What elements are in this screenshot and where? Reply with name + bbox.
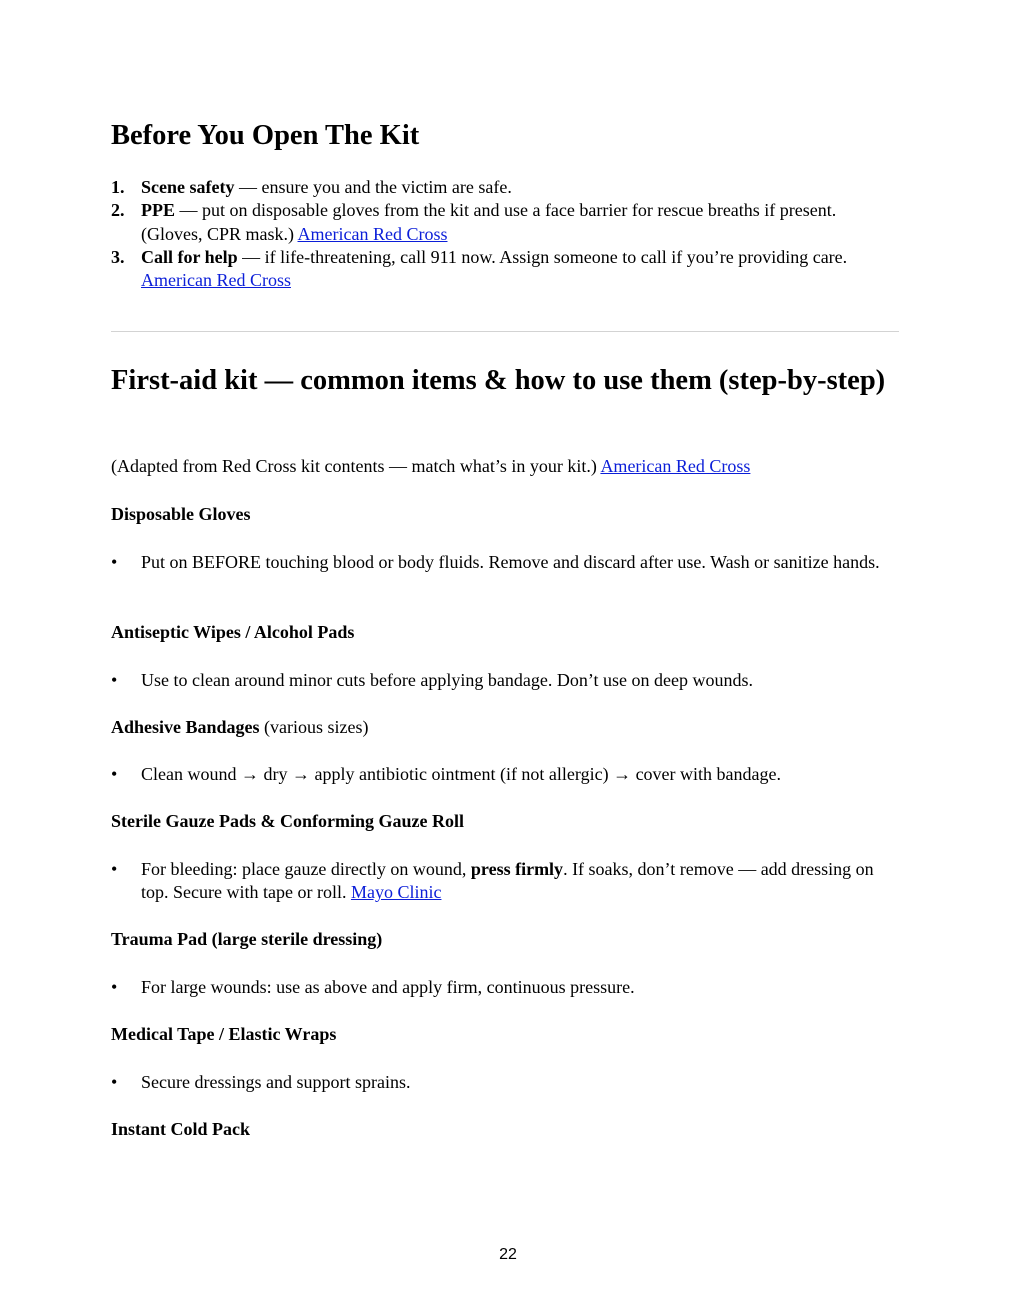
step-text: — if life-threatening, call 911 now. Assign someone to call if you’re providing care. bbox=[237, 246, 848, 267]
safety-steps-list bbox=[111, 176, 901, 292]
section-title-before-kit: Before You Open The Kit bbox=[111, 120, 420, 151]
bullet-glyph: • bbox=[111, 552, 118, 572]
bullet-text: For bleeding: place gauze directly on wound, bbox=[141, 859, 471, 879]
bullet-item bbox=[111, 976, 901, 999]
item-heading bbox=[111, 1118, 250, 1141]
american-red-cross-link[interactable]: American Red Cross bbox=[297, 223, 448, 244]
step-number: 1. bbox=[111, 177, 125, 197]
bullet-item bbox=[111, 669, 901, 692]
step-number: 2. bbox=[111, 200, 125, 221]
bullet-item bbox=[111, 858, 901, 905]
step-term: Call for help bbox=[141, 246, 238, 267]
bullet-item bbox=[111, 763, 901, 786]
bullet-glyph: • bbox=[111, 1072, 118, 1092]
step-text: — put on disposable gloves from the kit and use a face barrier for rescue breaths if present. (Gloves, CPR mask.) bbox=[141, 200, 837, 244]
step-item-ppe bbox=[111, 199, 901, 246]
item-heading-extra: (various sizes) bbox=[259, 717, 369, 737]
bullet-text: Secure dressings and support sprains. bbox=[141, 1072, 411, 1092]
bullet-text: Put on BEFORE touching blood or body fluids. Remove and discard after use. Wash or sanitize hands. bbox=[141, 552, 880, 572]
step-text: — ensure you and the victim are safe. bbox=[234, 177, 512, 197]
bullet-text: . If soaks, don’t remove — add dressing on top. Secure with tape or roll. bbox=[141, 859, 874, 903]
item-heading-text: Sterile Gauze Pads & Conforming Gauze Roll bbox=[111, 811, 464, 831]
item-heading-text: Antiseptic Wipes / Alcohol Pads bbox=[111, 622, 355, 642]
bullet-item bbox=[111, 551, 901, 574]
item-heading bbox=[111, 928, 382, 951]
step-term: Scene safety bbox=[141, 177, 235, 197]
bullet-glyph: • bbox=[111, 977, 118, 997]
item-heading bbox=[111, 1023, 336, 1046]
item-heading-text: Trauma Pad (large sterile dressing) bbox=[111, 929, 383, 949]
item-heading bbox=[111, 503, 251, 526]
item-heading bbox=[111, 621, 354, 644]
intro-text: (Adapted from Red Cross kit contents — match what’s in your kit.) bbox=[111, 456, 601, 476]
step-item-scene-safety bbox=[111, 176, 901, 199]
bullet-text: Clean wound → dry → apply antibiotic ointment (if not allergic) → cover with bandage. bbox=[141, 764, 782, 784]
item-heading bbox=[111, 716, 369, 739]
item-heading bbox=[111, 810, 464, 833]
bullet-glyph: • bbox=[111, 670, 118, 690]
bullet-glyph: • bbox=[111, 859, 118, 879]
bullet-text: For large wounds: use as above and apply firm, continuous pressure. bbox=[141, 977, 635, 997]
bullet-emphasis: press firmly bbox=[470, 859, 564, 879]
section-title-first-aid-kit: First-aid kit — common items & how to use them (step-by-step) bbox=[111, 365, 886, 396]
mayo-clinic-link[interactable]: Mayo Clinic bbox=[350, 882, 442, 903]
step-item-call-for-help bbox=[111, 246, 901, 293]
american-red-cross-link[interactable]: American Red Cross bbox=[600, 456, 751, 476]
section-divider bbox=[111, 331, 899, 332]
page-number: 22 bbox=[499, 1246, 517, 1263]
item-heading-text: Adhesive Bandages bbox=[111, 717, 260, 737]
bullet-glyph: • bbox=[111, 764, 118, 784]
step-number: 3. bbox=[111, 246, 125, 267]
bullet-text: Use to clean around minor cuts before applying bandage. Don’t use on deep wounds. bbox=[141, 670, 754, 690]
step-term: PPE bbox=[141, 200, 175, 221]
item-heading-text: Medical Tape / Elastic Wraps bbox=[111, 1024, 337, 1044]
item-heading-text: Instant Cold Pack bbox=[111, 1119, 251, 1139]
bullet-item bbox=[111, 1071, 901, 1094]
intro-paragraph bbox=[111, 455, 901, 478]
american-red-cross-link[interactable]: American Red Cross bbox=[141, 270, 291, 291]
item-heading-text: Disposable Gloves bbox=[111, 504, 251, 524]
